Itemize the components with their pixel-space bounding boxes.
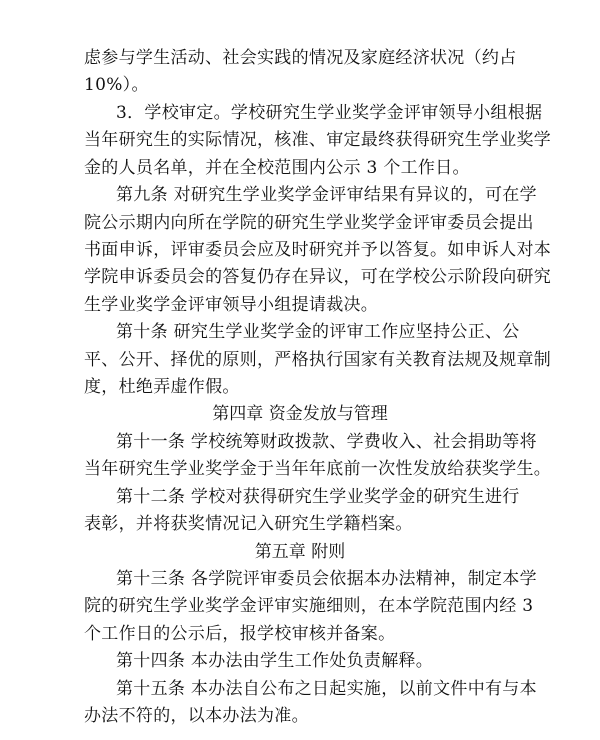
paragraph-line: 表彰，并将获奖情况记入研究生学籍档案。 xyxy=(84,514,413,534)
paragraph-line: 3．学校审定。学校研究生学业奖学金评审领导小组根据 xyxy=(116,103,543,123)
article-label: 第十五条 xyxy=(116,679,186,699)
paragraph-line: 度，杜绝弄虚作假。 xyxy=(84,377,240,397)
article-text: 本办法由学生工作处负责解释。 xyxy=(185,651,434,671)
article-first-line xyxy=(116,432,537,454)
article-label: 第九条 xyxy=(116,185,168,205)
article-first-line xyxy=(116,487,520,509)
paragraph-line: 院的研究生学业奖学金评审实施细则，在本学院范围内经 3 xyxy=(84,596,534,616)
article-text: 各学院评审委员会依据本办法精神，制定本学 xyxy=(185,569,537,589)
article-first-line xyxy=(116,651,433,673)
article-first-line xyxy=(116,322,520,344)
paragraph-line: 10%）。 xyxy=(84,75,149,95)
article-text: 学校统筹财政拨款、学费收入、社会捐助等将 xyxy=(185,432,537,452)
chapter-heading: 第四章 资金发放与管理 xyxy=(212,404,388,424)
paragraph-line: 金的人员名单，并在全校范围内公示 3 个工作日。 xyxy=(84,158,470,178)
paragraph-line: 办法不符的，以本办法为准。 xyxy=(84,706,309,726)
paragraph-line: 当年研究生的实际情况，核准、审定最终获得研究生学业奖学 xyxy=(84,130,552,150)
paragraph-line: 个工作日的公示后，报学校审核并备案。 xyxy=(84,624,396,644)
article-text: 学校对获得研究生学业奖学金的研究生进行 xyxy=(185,487,520,507)
paragraph-line: 生学业奖学金评审领导小组提请裁决。 xyxy=(84,295,379,315)
article-text: 本办法自公布之日起实施，以前文件中有与本 xyxy=(185,679,537,699)
article-label: 第十条 xyxy=(116,322,168,342)
paragraph-line: 学院申诉委员会的答复仍存在异议，可在学校公示阶段向研究 xyxy=(84,267,552,287)
article-label: 第十二条 xyxy=(116,487,186,507)
article-first-line xyxy=(116,185,537,207)
article-text: 对研究生学业奖学金评审结果有异议的，可在学 xyxy=(167,185,537,205)
article-text: 研究生学业奖学金的评审工作应坚持公正、公 xyxy=(167,322,520,342)
article-first-line xyxy=(116,569,537,591)
paragraph-line: 平、公开、择优的原则，严格执行国家有关教育法规及规章制 xyxy=(84,350,552,370)
article-label: 第十一条 xyxy=(116,432,186,452)
article-first-line xyxy=(116,679,537,701)
article-label: 第十四条 xyxy=(116,651,186,671)
paragraph-line: 院公示期内向所在学院的研究生学业奖学金评审委员会提出 xyxy=(84,213,534,233)
article-label: 第十三条 xyxy=(116,569,186,589)
paragraph-line: 书面申诉，评审委员会应及时研究并予以答复。如申诉人对本 xyxy=(84,240,552,260)
chapter-heading: 第五章 附则 xyxy=(254,542,346,562)
paragraph-line: 当年研究生学业奖学金于当年年底前一次性发放给获奖学生。 xyxy=(84,459,552,479)
paragraph-line: 虑参与学生活动、社会实践的情况及家庭经济状况（约占 xyxy=(84,48,517,68)
